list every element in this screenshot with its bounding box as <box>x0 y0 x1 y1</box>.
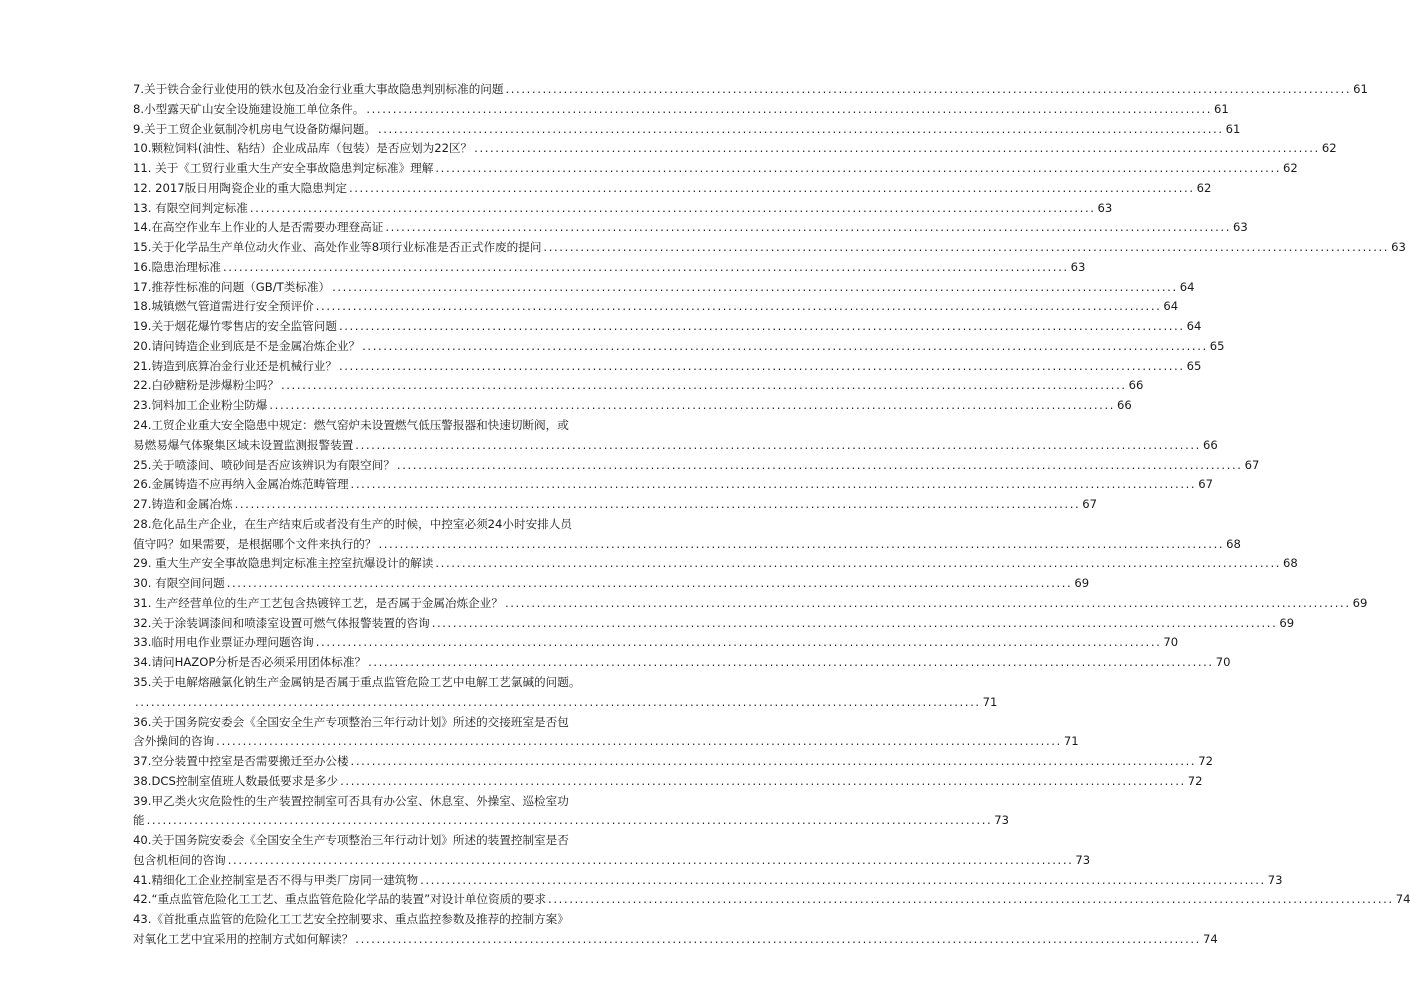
toc-page-number: 74 <box>1202 931 1218 946</box>
dot-leader: ................................................................................................................................................................ <box>280 378 1127 393</box>
toc-entry[interactable] <box>133 890 1410 910</box>
toc-entry-title: 10.颗粒饲料(油性、粘结）企业成品库（包装）是否应划为22区？ <box>133 141 473 156</box>
dot-leader: ................................................................................................................................................................ <box>315 635 1162 650</box>
dot-leader: ................................................................................................................................................................ <box>340 773 1186 788</box>
toc-page-number: 67 <box>1244 457 1260 472</box>
toc-entry[interactable] <box>133 199 1113 219</box>
toc-page-number: 63 <box>1391 240 1406 255</box>
toc-entry[interactable] <box>133 633 1179 653</box>
toc-page-number: 64 <box>1179 279 1195 294</box>
toc-entry[interactable] <box>133 752 1213 772</box>
dot-leader: ................................................................................................................................................................ <box>350 477 1197 492</box>
toc-entry[interactable] <box>133 139 1337 159</box>
toc-entry-title: 能 <box>133 813 145 828</box>
toc-entry[interactable] <box>133 475 1213 495</box>
toc-page-number: 61 <box>1225 121 1241 136</box>
toc-entry-title: 40.关于国务院安委会《全国安全生产专项整治三年行动计划》所述的装置控制室是否 <box>133 833 569 848</box>
toc-entry-title: 18.城镇燃气管道需进行安全预评价 <box>133 299 314 314</box>
toc-page-number: 70 <box>1215 655 1231 670</box>
toc-entry[interactable] <box>133 456 1260 476</box>
toc-page-number: 74 <box>1395 892 1410 907</box>
dot-leader: ................................................................................................................................................................ <box>385 220 1231 235</box>
toc-page-number: 63 <box>1097 200 1113 215</box>
toc-entry[interactable] <box>133 673 998 713</box>
toc-entry[interactable] <box>133 297 1179 317</box>
toc-entry-title: 33.临时用电作业票证办理问题咨询 <box>133 635 314 650</box>
toc-page-number: 62 <box>1283 161 1298 176</box>
toc-entry[interactable] <box>133 574 1090 594</box>
toc-entry-title: 24.工贸企业重大安全隐患中规定：燃气窑炉未设置燃气低压警报器和快速切断阀，或 <box>133 418 569 433</box>
toc-page-number: 73 <box>994 813 1010 828</box>
toc-page-number: 64 <box>1186 319 1202 334</box>
dot-leader: ................................................................................................................................................................ <box>315 299 1162 314</box>
toc-entry-title: 39.甲乙类火灾危险性的生产装置控制室可否具有办公室、休息室、外操室、巡检室功 <box>133 793 569 808</box>
toc-entry[interactable] <box>133 179 1212 199</box>
dot-leader: ................................................................................................................................................................ <box>234 497 1081 512</box>
toc-entry-title: 42.“重点监管危险化工工艺、重点监管危险化学品的装置”对设计单位资质的要求 <box>133 892 547 907</box>
dot-leader: ................................................................................................................................................................ <box>216 734 1062 749</box>
toc-page-number: 68 <box>1226 536 1241 551</box>
toc-entry-title: 26.金属铸造不应再纳入金属冶炼范畴管理 <box>133 477 349 492</box>
dot-leader: ................................................................................................................................................................ <box>377 121 1224 136</box>
dot-leader: ................................................................................................................................................................ <box>249 200 1096 215</box>
toc-entry[interactable] <box>133 159 1298 179</box>
toc-entry[interactable] <box>133 495 1098 515</box>
toc-entry[interactable] <box>133 258 1086 278</box>
toc-page-number: 68 <box>1283 556 1298 571</box>
toc-entry-title: 25.关于喷漆间、喷砂间是否应该辨识为有限空间？ <box>133 457 395 472</box>
toc-entry[interactable] <box>133 831 1091 871</box>
toc-page-number: 71 <box>1063 734 1079 749</box>
toc-entry[interactable] <box>133 792 1010 832</box>
dot-leader: ................................................................................................................................................................ <box>338 358 1185 373</box>
toc-entry-title: 对氧化工艺中宜采用的控制方式如何解读？ <box>133 931 354 946</box>
dot-leader: ................................................................................................................................................................ <box>348 180 1195 195</box>
dot-leader: ................................................................................................................................................................ <box>366 101 1213 116</box>
toc-entry-title: 11. 关于《工贸行业重大生产安全事故隐患判定标准》理解 <box>133 161 434 176</box>
dot-leader: ................................................................................................................................................................ <box>378 536 1225 551</box>
dot-leader: ................................................................................................................................................................ <box>223 259 1069 274</box>
toc-entry[interactable] <box>133 396 1132 416</box>
dot-leader: ................................................................................................................................................................ <box>504 595 1351 610</box>
toc-page-number: 73 <box>1267 872 1283 887</box>
toc-entry[interactable] <box>133 594 1368 614</box>
toc-entry-title: 28.危化品生产企业，在生产结束后或者没有生产的时候，中控室必须24小时安排人员 <box>133 516 572 531</box>
toc-entry-title: 23.饲料加工企业粉尘防爆 <box>133 398 268 413</box>
toc-entry[interactable] <box>133 772 1203 792</box>
toc-page-number: 63 <box>1070 259 1086 274</box>
dot-leader: ................................................................................................................................................................ <box>431 615 1278 630</box>
dot-leader: ................................................................................................................................................................ <box>505 82 1352 96</box>
toc-entry[interactable] <box>133 100 1229 120</box>
toc-entry-title: 8.小型露天矿山安全设施建设施工单位条件。 <box>133 101 365 116</box>
toc-page-number: 66 <box>1117 398 1132 413</box>
toc-page-number: 62 <box>1321 141 1337 156</box>
dot-leader: ................................................................................................................................................................ <box>338 319 1185 334</box>
toc-entry[interactable] <box>133 416 1218 456</box>
toc-entry[interactable] <box>133 713 1079 753</box>
toc-entry-title: 29. 重大生产安全事故隐患判定标准主控室抗爆设计的解读 <box>133 556 434 571</box>
toc-entry-title: 20.请问铸造企业到底是不是金属冶炼企业？ <box>133 338 361 353</box>
dot-leader: ................................................................................................................................................................ <box>332 279 1178 294</box>
toc-entry-title: 16.隐患治理标准 <box>133 259 222 274</box>
dot-leader: ................................................................................................................................................................ <box>350 754 1197 769</box>
table-of-contents <box>133 80 1410 950</box>
toc-page-number: 69 <box>1074 576 1090 591</box>
toc-entry-title: 34.请问HAZOP分析是否必须采用团体标准？ <box>133 655 367 670</box>
toc-entry[interactable] <box>133 614 1295 634</box>
toc-entry-title: 32.关于涂装调漆间和喷漆室设置可燃气体报警装置的咨询 <box>133 615 430 630</box>
toc-entry-title: 31. 生产经营单位的生产工艺包含热镀锌工艺，是否属于金属冶炼企业？ <box>133 595 503 610</box>
toc-entry-title: 35.关于电解熔融氯化钠生产金属钠是否属于重点监管危险工艺中电解工艺氯碱的问题。 <box>133 674 581 689</box>
toc-entry-title: 14.在高空作业车上作业的人是否需要办理登高证 <box>133 220 384 235</box>
toc-page-number: 66 <box>1128 378 1144 393</box>
toc-entry-title: 38.DCS控制室值班人数最低要求是多少 <box>133 773 339 788</box>
toc-entry[interactable] <box>133 376 1144 396</box>
toc-entry-title: 22.白砂糖粉是涉爆粉尘吗？ <box>133 378 279 393</box>
toc-page-number: 64 <box>1163 299 1179 314</box>
toc-page-number: 63 <box>1232 220 1248 235</box>
toc-entry-title: 15.关于化学品生产单位动火作业、高处作业等8项行业标准是否正式作废的提问 <box>133 240 542 255</box>
dot-leader: ................................................................................................................................................................ <box>135 694 981 709</box>
toc-entry-title: 值守吗？如果需要，是根据哪个文件来执行的？ <box>133 536 377 551</box>
toc-page-number: 61 <box>1214 101 1229 116</box>
toc-page-number: 67 <box>1198 477 1213 492</box>
dot-leader: ................................................................................................................................................................ <box>226 576 1073 591</box>
toc-entry-title: 7.关于铁合金行业使用的铁水包及冶金行业重大事故隐患判别标准的问题 <box>133 82 504 96</box>
toc-page-number: 65 <box>1209 338 1225 353</box>
toc-entry-title: 43.《首批重点监管的危险化工工艺安全控制要求、重点监控参数及推荐的控制方案》 <box>133 912 569 927</box>
dot-leader: ................................................................................................................................................................ <box>355 931 1201 946</box>
dot-leader: ................................................................................................................................................................ <box>543 240 1390 255</box>
toc-entry-title: 包含机柜间的咨询 <box>133 852 226 867</box>
toc-page-number: 71 <box>982 694 998 709</box>
toc-entry[interactable] <box>133 653 1231 673</box>
toc-entry[interactable] <box>133 218 1248 238</box>
dot-leader: ................................................................................................................................................................ <box>420 872 1266 887</box>
dot-leader: ................................................................................................................................................................ <box>435 161 1282 176</box>
dot-leader: ................................................................................................................................................................ <box>146 813 993 828</box>
dot-leader: ................................................................................................................................................................ <box>396 457 1243 472</box>
toc-entry[interactable] <box>133 317 1202 337</box>
toc-entry[interactable] <box>133 80 1368 100</box>
toc-entry[interactable] <box>133 337 1225 357</box>
toc-entry-title: 41.精细化工企业控制室是否不得与甲类厂房同一建筑物 <box>133 872 419 887</box>
toc-entry[interactable] <box>133 120 1241 140</box>
dot-leader: ................................................................................................................................................................ <box>355 437 1201 452</box>
toc-entry-title: 9.关于工贸企业氨制冷机房电气设备防爆问题。 <box>133 121 376 136</box>
toc-page-number: 72 <box>1198 754 1213 769</box>
toc-entry[interactable] <box>133 554 1298 574</box>
toc-page-number: 66 <box>1202 437 1218 452</box>
toc-entry-title: 含外操间的咨询 <box>133 734 215 749</box>
toc-entry[interactable] <box>133 278 1195 298</box>
toc-entry-title: 37.空分装置中控室是否需要搬迁至办公楼 <box>133 754 349 769</box>
toc-page-number: 69 <box>1279 615 1295 630</box>
toc-entry[interactable] <box>133 871 1283 891</box>
toc-page-number: 62 <box>1196 180 1212 195</box>
toc-page-number: 72 <box>1187 773 1203 788</box>
toc-entry-title: 30. 有限空间问题 <box>133 576 225 591</box>
dot-leader: ................................................................................................................................................................ <box>362 338 1208 353</box>
toc-entry[interactable] <box>133 357 1202 377</box>
toc-page-number: 67 <box>1082 497 1098 512</box>
dot-leader: ................................................................................................................................................................ <box>435 556 1282 571</box>
dot-leader: ................................................................................................................................................................ <box>368 655 1214 670</box>
toc-entry-title: 易燃易爆气体聚集区域未设置监测报警装置 <box>133 437 354 452</box>
toc-entry[interactable] <box>133 910 1218 950</box>
toc-entry-title: 13. 有限空间判定标准 <box>133 200 248 215</box>
dot-leader: ................................................................................................................................................................ <box>227 852 1074 867</box>
toc-page-number: 70 <box>1163 635 1179 650</box>
toc-page-number: 65 <box>1186 358 1202 373</box>
dot-leader: ................................................................................................................................................................ <box>548 892 1394 907</box>
toc-entry-title: 12. 2017版日用陶瓷企业的重大隐患判定 <box>133 180 347 195</box>
toc-page-number: 73 <box>1075 852 1091 867</box>
toc-entry[interactable] <box>133 238 1406 258</box>
toc-entry-title: 21.铸造到底算冶金行业还是机械行业？ <box>133 358 337 373</box>
dot-leader: ................................................................................................................................................................ <box>269 398 1116 413</box>
toc-entry-title: 17.推荐性标准的问题（GB/T类标准） <box>133 279 331 294</box>
toc-entry-title: 19.关于烟花爆竹零售店的安全监管问题 <box>133 319 337 334</box>
dot-leader: ................................................................................................................................................................ <box>474 141 1320 156</box>
toc-entry-title: 27.铸造和金属冶炼 <box>133 497 233 512</box>
toc-entry[interactable] <box>133 515 1241 555</box>
toc-entry-title: 36.关于国务院安委会《全国安全生产专项整治三年行动计划》所述的交接班室是否包 <box>133 714 569 729</box>
toc-page-number: 69 <box>1352 595 1368 610</box>
toc-page-number: 61 <box>1353 82 1368 96</box>
